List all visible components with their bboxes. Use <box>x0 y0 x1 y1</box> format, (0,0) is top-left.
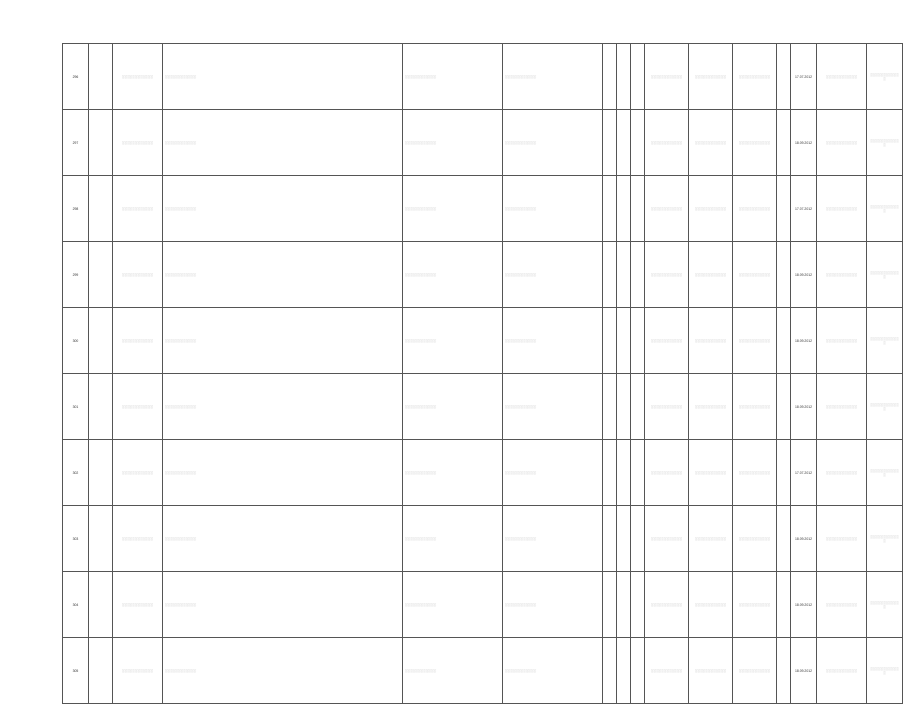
note-cell <box>867 176 903 242</box>
record-id <box>89 242 113 308</box>
illegible-text: ░░░░░░░░░░░░ <box>694 74 727 79</box>
note-cell <box>867 506 903 572</box>
boundaries-cell-2 <box>503 176 603 242</box>
value-cell <box>631 638 645 704</box>
boundaries-cell-2 <box>503 638 603 704</box>
value-cell <box>617 44 631 110</box>
value-cell <box>603 110 617 176</box>
illegible-text: ░░░░░░░░░░░░ <box>694 206 727 211</box>
boundaries-cell <box>403 440 503 506</box>
table-row <box>63 572 903 638</box>
illegible-text: ░░░░░░░░░░░░ <box>165 470 197 475</box>
category-cell-3 <box>733 440 777 506</box>
illegible-text: ░░░░░░░░░░░░ <box>870 600 899 609</box>
illegible-text: ░░░░░░░░░░░░ <box>650 338 683 343</box>
record-id <box>89 572 113 638</box>
boundaries-cell-2 <box>503 506 603 572</box>
boundaries-cell <box>403 506 503 572</box>
illegible-text: ░░░░░░░░░░░░ <box>870 336 899 345</box>
description-cell <box>163 110 403 176</box>
category-cell-2 <box>689 242 733 308</box>
date-cell: 18.09.2012 <box>791 572 817 638</box>
date-cell: 18.09.2012 <box>791 242 817 308</box>
description-cell <box>163 638 403 704</box>
illegible-text: ░░░░░░░░░░░░ <box>405 206 437 211</box>
value-cell <box>617 110 631 176</box>
illegible-text: ░░░░░░░░░░░░ <box>825 602 858 607</box>
row-number: 301 <box>63 374 89 440</box>
category-cell-2 <box>689 638 733 704</box>
description-cell <box>163 374 403 440</box>
document-cell <box>817 242 867 308</box>
illegible-text: ░░░░░░░░░░░░ <box>825 272 858 277</box>
value-cell <box>631 176 645 242</box>
category-cell-3 <box>733 572 777 638</box>
value-cell <box>603 44 617 110</box>
illegible-text: ░░░░░░░░░░░░ <box>738 206 771 211</box>
value-cell <box>631 374 645 440</box>
note-cell <box>867 242 903 308</box>
value-cell <box>631 308 645 374</box>
record-id <box>89 44 113 110</box>
document-cell <box>817 110 867 176</box>
illegible-text: ░░░░░░░░░░░░ <box>650 206 683 211</box>
table-row <box>63 506 903 572</box>
category-cell <box>645 374 689 440</box>
description-cell <box>163 44 403 110</box>
category-cell-3 <box>733 110 777 176</box>
illegible-text: ░░░░░░░░░░░░ <box>694 602 727 607</box>
category-cell-3 <box>733 638 777 704</box>
illegible-text: ░░░░░░░░░░░░ <box>870 402 899 411</box>
illegible-text: ░░░░░░░░░░░░ <box>650 140 683 145</box>
boundaries-cell-2 <box>503 440 603 506</box>
illegible-text: ░░░░░░░░░░░░ <box>121 206 154 211</box>
description-cell <box>163 506 403 572</box>
value-cell <box>603 176 617 242</box>
value-cell <box>631 440 645 506</box>
category-cell-2 <box>689 44 733 110</box>
illegible-text: ░░░░░░░░░░░░ <box>694 470 727 475</box>
illegible-text: ░░░░░░░░░░░░ <box>870 270 899 279</box>
category-cell-2 <box>689 110 733 176</box>
illegible-text: ░░░░░░░░░░░░ <box>825 668 858 673</box>
boundaries-cell-2 <box>503 308 603 374</box>
illegible-text: ░░░░░░░░░░░░ <box>405 470 437 475</box>
record-id <box>89 308 113 374</box>
count-cell <box>777 572 791 638</box>
value-cell <box>617 440 631 506</box>
illegible-text: ░░░░░░░░░░░░ <box>738 470 771 475</box>
table-row <box>63 242 903 308</box>
value-cell <box>631 506 645 572</box>
illegible-text: ░░░░░░░░░░░░ <box>694 536 727 541</box>
category-cell-3 <box>733 176 777 242</box>
illegible-text: ░░░░░░░░░░░░ <box>738 404 771 409</box>
party-cell <box>113 44 163 110</box>
illegible-text: ░░░░░░░░░░░░ <box>165 536 197 541</box>
count-cell <box>777 176 791 242</box>
date-cell: 17.07.2012 <box>791 176 817 242</box>
value-cell <box>617 308 631 374</box>
value-cell <box>631 44 645 110</box>
illegible-text: ░░░░░░░░░░░░ <box>650 272 683 277</box>
illegible-text: ░░░░░░░░░░░░ <box>738 272 771 277</box>
document-cell <box>817 176 867 242</box>
record-id <box>89 110 113 176</box>
category-cell <box>645 176 689 242</box>
boundaries-cell-2 <box>503 242 603 308</box>
illegible-text: ░░░░░░░░░░░░ <box>121 272 154 277</box>
illegible-text: ░░░░░░░░░░░░ <box>121 536 154 541</box>
illegible-text: ░░░░░░░░░░░░ <box>505 668 537 673</box>
category-cell-2 <box>689 572 733 638</box>
count-cell <box>777 308 791 374</box>
illegible-text: ░░░░░░░░░░░░ <box>505 536 537 541</box>
category-cell <box>645 506 689 572</box>
value-cell <box>631 572 645 638</box>
illegible-text: ░░░░░░░░░░░░ <box>165 206 197 211</box>
category-cell <box>645 440 689 506</box>
boundaries-cell-2 <box>503 374 603 440</box>
illegible-text: ░░░░░░░░░░░░ <box>825 140 858 145</box>
value-cell <box>603 572 617 638</box>
category-cell <box>645 44 689 110</box>
boundaries-cell-2 <box>503 572 603 638</box>
note-cell <box>867 308 903 374</box>
category-cell-2 <box>689 506 733 572</box>
description-cell <box>163 242 403 308</box>
value-cell <box>631 110 645 176</box>
document-cell <box>817 572 867 638</box>
party-cell <box>113 506 163 572</box>
value-cell <box>603 440 617 506</box>
illegible-text: ░░░░░░░░░░░░ <box>694 668 727 673</box>
value-cell <box>617 506 631 572</box>
document-cell <box>817 44 867 110</box>
row-number: 304 <box>63 572 89 638</box>
category-cell-3 <box>733 506 777 572</box>
illegible-text: ░░░░░░░░░░░░ <box>405 74 437 79</box>
illegible-text: ░░░░░░░░░░░░ <box>650 74 683 79</box>
count-cell <box>777 242 791 308</box>
boundaries-cell <box>403 374 503 440</box>
illegible-text: ░░░░░░░░░░░░ <box>405 404 437 409</box>
illegible-text: ░░░░░░░░░░░░ <box>738 74 771 79</box>
date-cell: 18.09.2012 <box>791 638 817 704</box>
illegible-text: ░░░░░░░░░░░░ <box>694 272 727 277</box>
category-cell <box>645 308 689 374</box>
illegible-text: ░░░░░░░░░░░░ <box>165 272 197 277</box>
row-number: 305 <box>63 638 89 704</box>
row-number: 297 <box>63 110 89 176</box>
note-cell <box>867 440 903 506</box>
illegible-text: ░░░░░░░░░░░░ <box>405 338 437 343</box>
illegible-text: ░░░░░░░░░░░░ <box>505 470 537 475</box>
value-cell <box>603 308 617 374</box>
record-id <box>89 440 113 506</box>
category-cell-2 <box>689 176 733 242</box>
count-cell <box>777 374 791 440</box>
party-cell <box>113 242 163 308</box>
value-cell <box>603 506 617 572</box>
illegible-text: ░░░░░░░░░░░░ <box>870 72 899 81</box>
note-cell <box>867 44 903 110</box>
illegible-text: ░░░░░░░░░░░░ <box>870 138 899 147</box>
party-cell <box>113 440 163 506</box>
category-cell <box>645 572 689 638</box>
table-row <box>63 44 903 110</box>
illegible-text: ░░░░░░░░░░░░ <box>870 468 899 477</box>
illegible-text: ░░░░░░░░░░░░ <box>505 272 537 277</box>
description-cell <box>163 308 403 374</box>
document-cell <box>817 374 867 440</box>
value-cell <box>617 242 631 308</box>
category-cell-2 <box>689 440 733 506</box>
illegible-text: ░░░░░░░░░░░░ <box>405 668 437 673</box>
document-cell <box>817 440 867 506</box>
party-cell <box>113 374 163 440</box>
value-cell <box>631 242 645 308</box>
value-cell <box>617 638 631 704</box>
illegible-text: ░░░░░░░░░░░░ <box>405 602 437 607</box>
illegible-text: ░░░░░░░░░░░░ <box>165 404 197 409</box>
illegible-text: ░░░░░░░░░░░░ <box>165 602 197 607</box>
illegible-text: ░░░░░░░░░░░░ <box>825 74 858 79</box>
category-cell <box>645 242 689 308</box>
count-cell <box>777 110 791 176</box>
note-cell <box>867 110 903 176</box>
row-number: 302 <box>63 440 89 506</box>
illegible-text: ░░░░░░░░░░░░ <box>405 536 437 541</box>
illegible-text: ░░░░░░░░░░░░ <box>738 668 771 673</box>
record-id <box>89 506 113 572</box>
illegible-text: ░░░░░░░░░░░░ <box>694 140 727 145</box>
illegible-text: ░░░░░░░░░░░░ <box>505 338 537 343</box>
illegible-text: ░░░░░░░░░░░░ <box>870 666 899 675</box>
category-cell-2 <box>689 308 733 374</box>
illegible-text: ░░░░░░░░░░░░ <box>505 404 537 409</box>
illegible-text: ░░░░░░░░░░░░ <box>694 338 727 343</box>
document-cell <box>817 506 867 572</box>
category-cell-3 <box>733 242 777 308</box>
illegible-text: ░░░░░░░░░░░░ <box>650 470 683 475</box>
table-row <box>63 440 903 506</box>
illegible-text: ░░░░░░░░░░░░ <box>738 536 771 541</box>
count-cell <box>777 638 791 704</box>
document-cell <box>817 308 867 374</box>
illegible-text: ░░░░░░░░░░░░ <box>650 536 683 541</box>
illegible-text: ░░░░░░░░░░░░ <box>121 140 154 145</box>
illegible-text: ░░░░░░░░░░░░ <box>165 668 197 673</box>
note-cell <box>867 374 903 440</box>
illegible-text: ░░░░░░░░░░░░ <box>121 668 154 673</box>
illegible-text: ░░░░░░░░░░░░ <box>738 140 771 145</box>
table-row <box>63 638 903 704</box>
date-cell: 18.09.2012 <box>791 374 817 440</box>
boundaries-cell <box>403 242 503 308</box>
value-cell <box>603 374 617 440</box>
illegible-text: ░░░░░░░░░░░░ <box>825 206 858 211</box>
date-cell: 18.09.2012 <box>791 110 817 176</box>
party-cell <box>113 638 163 704</box>
illegible-text: ░░░░░░░░░░░░ <box>165 140 197 145</box>
count-cell <box>777 506 791 572</box>
table-row <box>63 176 903 242</box>
value-cell <box>603 242 617 308</box>
date-cell: 17.07.2012 <box>791 440 817 506</box>
value-cell <box>617 374 631 440</box>
boundaries-cell <box>403 638 503 704</box>
category-cell <box>645 638 689 704</box>
category-cell-3 <box>733 374 777 440</box>
illegible-text: ░░░░░░░░░░░░ <box>650 668 683 673</box>
illegible-text: ░░░░░░░░░░░░ <box>121 602 154 607</box>
table-body <box>63 44 903 704</box>
boundaries-cell <box>403 110 503 176</box>
illegible-text: ░░░░░░░░░░░░ <box>825 338 858 343</box>
illegible-text: ░░░░░░░░░░░░ <box>121 404 154 409</box>
illegible-text: ░░░░░░░░░░░░ <box>121 74 154 79</box>
boundaries-cell-2 <box>503 110 603 176</box>
illegible-text: ░░░░░░░░░░░░ <box>165 74 197 79</box>
record-id <box>89 638 113 704</box>
record-id <box>89 374 113 440</box>
boundaries-cell-2 <box>503 44 603 110</box>
boundaries-cell <box>403 44 503 110</box>
illegible-text: ░░░░░░░░░░░░ <box>505 74 537 79</box>
registry-table <box>62 43 903 704</box>
table-row <box>63 110 903 176</box>
illegible-text: ░░░░░░░░░░░░ <box>405 140 437 145</box>
description-cell <box>163 176 403 242</box>
illegible-text: ░░░░░░░░░░░░ <box>825 470 858 475</box>
illegible-text: ░░░░░░░░░░░░ <box>870 534 899 543</box>
illegible-text: ░░░░░░░░░░░░ <box>121 338 154 343</box>
row-number: 299 <box>63 242 89 308</box>
row-number: 303 <box>63 506 89 572</box>
category-cell-3 <box>733 44 777 110</box>
boundaries-cell <box>403 176 503 242</box>
boundaries-cell <box>403 572 503 638</box>
note-cell <box>867 638 903 704</box>
record-id <box>89 176 113 242</box>
illegible-text: ░░░░░░░░░░░░ <box>825 536 858 541</box>
illegible-text: ░░░░░░░░░░░░ <box>165 338 197 343</box>
row-number: 298 <box>63 176 89 242</box>
illegible-text: ░░░░░░░░░░░░ <box>694 404 727 409</box>
illegible-text: ░░░░░░░░░░░░ <box>505 140 537 145</box>
date-cell: 18.09.2012 <box>791 308 817 374</box>
count-cell <box>777 440 791 506</box>
row-number: 300 <box>63 308 89 374</box>
illegible-text: ░░░░░░░░░░░░ <box>505 602 537 607</box>
document-cell <box>817 638 867 704</box>
party-cell <box>113 110 163 176</box>
party-cell <box>113 176 163 242</box>
category-cell-3 <box>733 308 777 374</box>
table-row <box>63 308 903 374</box>
illegible-text: ░░░░░░░░░░░░ <box>738 338 771 343</box>
illegible-text: ░░░░░░░░░░░░ <box>121 470 154 475</box>
party-cell <box>113 308 163 374</box>
illegible-text: ░░░░░░░░░░░░ <box>738 602 771 607</box>
description-cell <box>163 440 403 506</box>
boundaries-cell <box>403 308 503 374</box>
illegible-text: ░░░░░░░░░░░░ <box>825 404 858 409</box>
category-cell <box>645 110 689 176</box>
row-number: 296 <box>63 44 89 110</box>
value-cell <box>603 638 617 704</box>
illegible-text: ░░░░░░░░░░░░ <box>650 404 683 409</box>
category-cell-2 <box>689 374 733 440</box>
value-cell <box>617 572 631 638</box>
illegible-text: ░░░░░░░░░░░░ <box>870 204 899 213</box>
note-cell <box>867 572 903 638</box>
value-cell <box>617 176 631 242</box>
illegible-text: ░░░░░░░░░░░░ <box>505 206 537 211</box>
illegible-text: ░░░░░░░░░░░░ <box>650 602 683 607</box>
date-cell: 17.07.2012 <box>791 44 817 110</box>
table-row <box>63 374 903 440</box>
party-cell <box>113 572 163 638</box>
description-cell <box>163 572 403 638</box>
count-cell <box>777 44 791 110</box>
date-cell: 18.09.2012 <box>791 506 817 572</box>
illegible-text: ░░░░░░░░░░░░ <box>405 272 437 277</box>
